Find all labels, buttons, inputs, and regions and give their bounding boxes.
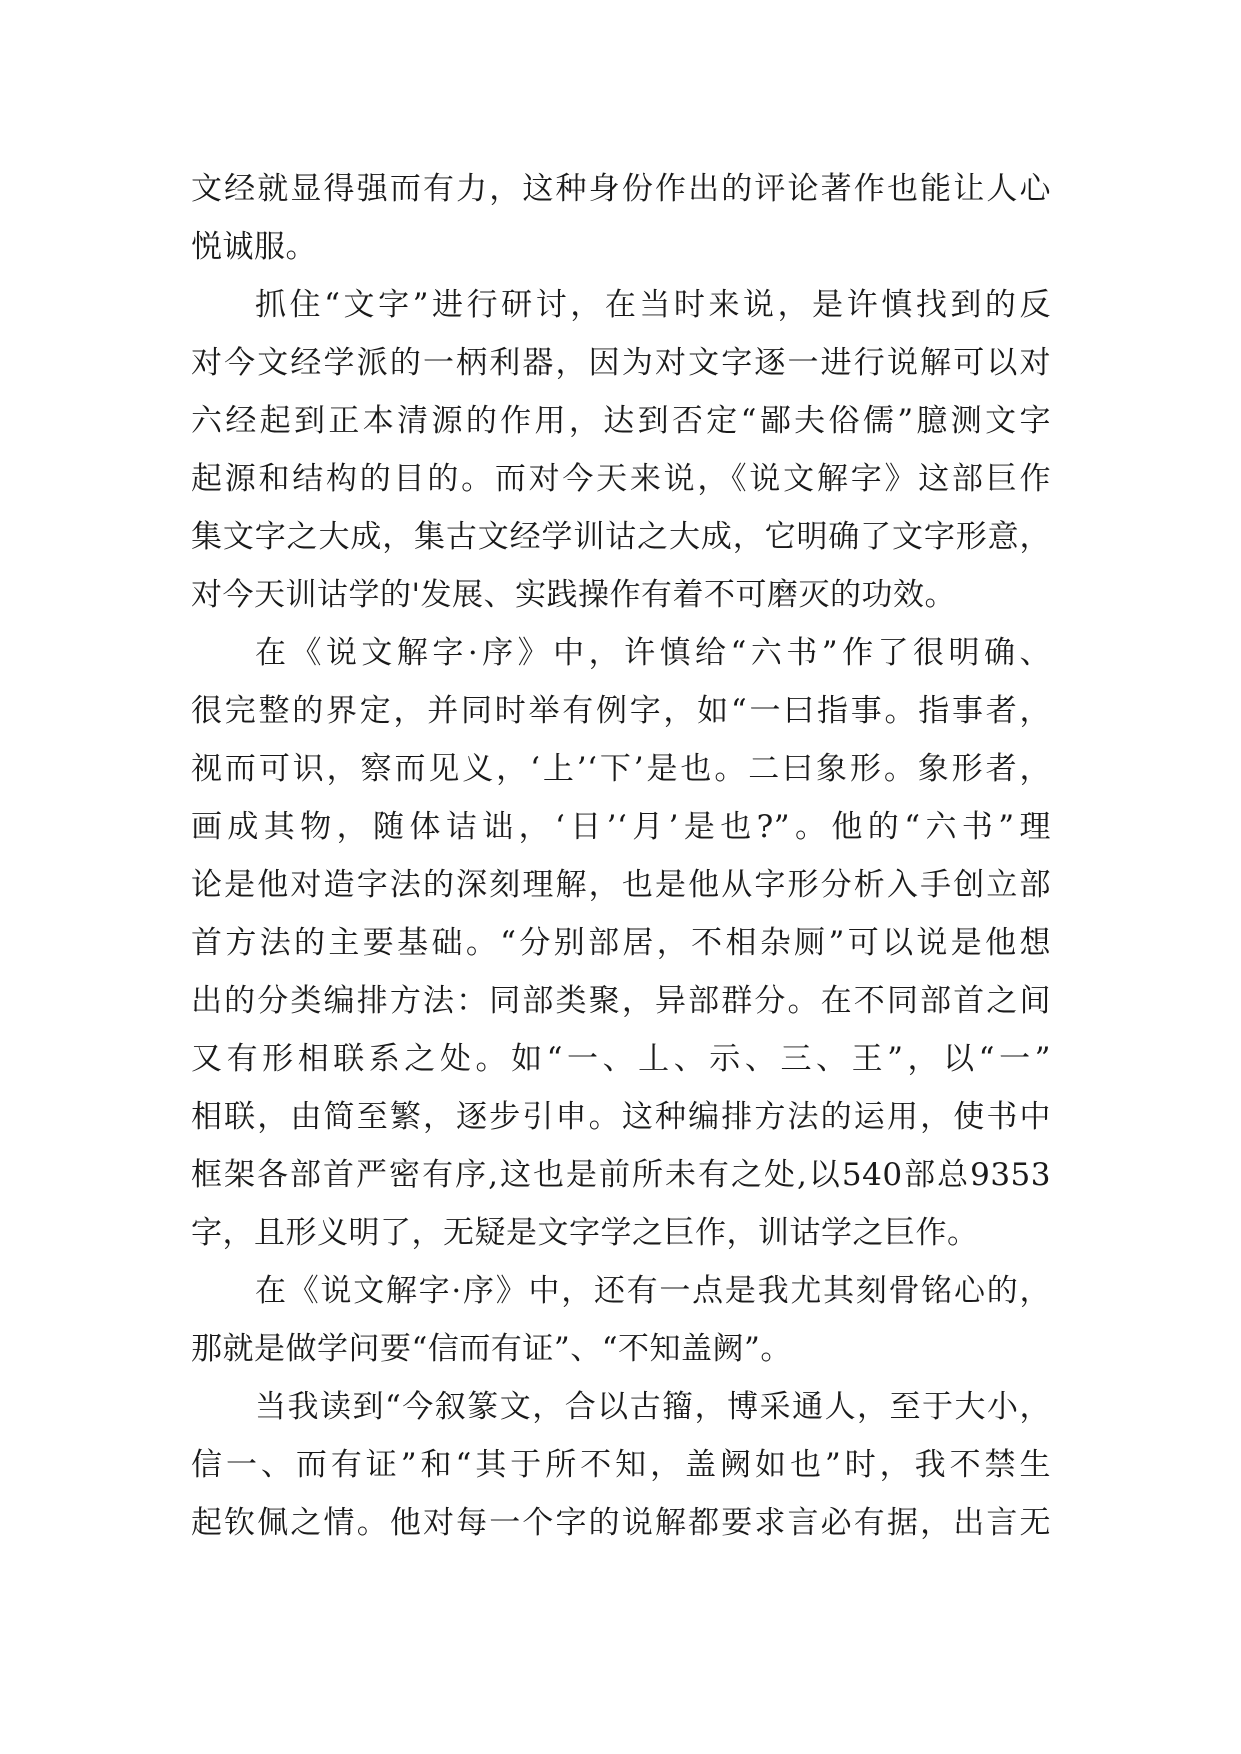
text-line: 悦诚服。 [191,229,317,265]
text-line: 在《说文解字·序》中，许慎给“六书”作了很明确、 [255,635,1051,671]
text-line: 在《说文解字·序》中，还有一点是我尤其刻骨铭心的， [255,1273,1051,1309]
body-text [191,160,1051,1552]
text-line: 那就是做学问要“信而有证”、“不知盖阙”。 [191,1331,792,1367]
text-line: 对今天训诂学的'发展、实践操作有着不可磨灭的功效。 [191,577,957,613]
text-line: 对今文经学派的一柄利器，因为对文字逐一进行说解可以对 [191,345,1051,381]
text-line: 论是他对造字法的深刻理解，也是他从字形分析入手创立部 [191,867,1051,903]
text-line: 相联，由简至繁，逐步引申。这种编排方法的运用，使书中 [191,1099,1051,1135]
text-line: 又有形相联系之处。如“一、丄、示、三、王”，以“一” [191,1041,1051,1077]
text-line: 集文字之大成，集古文经学训诂之大成，它明确了文字形意， [191,519,1051,555]
text-line: 当我读到“今叙篆文，合以古籀，博采通人，至于大小， [255,1389,1051,1425]
text-line: 信一、而有证”和“其于所不知，盖阙如也”时，我不禁生 [191,1447,1051,1483]
text-line: 视而可识，察而见义，‘上’‘下’是也。二曰象形。象形者， [191,751,1051,787]
text-line: 抓住“文字”进行研讨，在当时来说，是许慎找到的反 [255,287,1051,323]
text-line: 起源和结构的目的。而对今天来说，《说文解字》这部巨作 [191,461,1051,497]
text-line: 很完整的界定，并同时举有例字，如“一曰指事。指事者， [191,693,1051,729]
text-line: 文经就显得强而有力，这种身份作出的评论著作也能让人心 [191,171,1051,207]
text-line: 画成其物，随体诘诎，‘日’‘月’是也?”。他的“六书”理 [191,809,1051,845]
text-line: 框架各部首严密有序,这也是前所未有之处,以540部总9353 [191,1157,1051,1193]
text-line: 起钦佩之情。他对每一个字的说解都要求言必有据，出言无 [191,1505,1051,1541]
text-line: 字，且形义明了，无疑是文字学之巨作，训诂学之巨作。 [191,1215,979,1251]
text-line: 六经起到正本清源的作用，达到否定“鄙夫俗儒”臆测文字 [191,403,1051,439]
text-line: 出的分类编排方法：同部类聚，异部群分。在不同部首之间 [191,983,1051,1019]
text-line: 首方法的主要基础。“分别部居，不相杂厕”可以说是他想 [191,925,1051,961]
